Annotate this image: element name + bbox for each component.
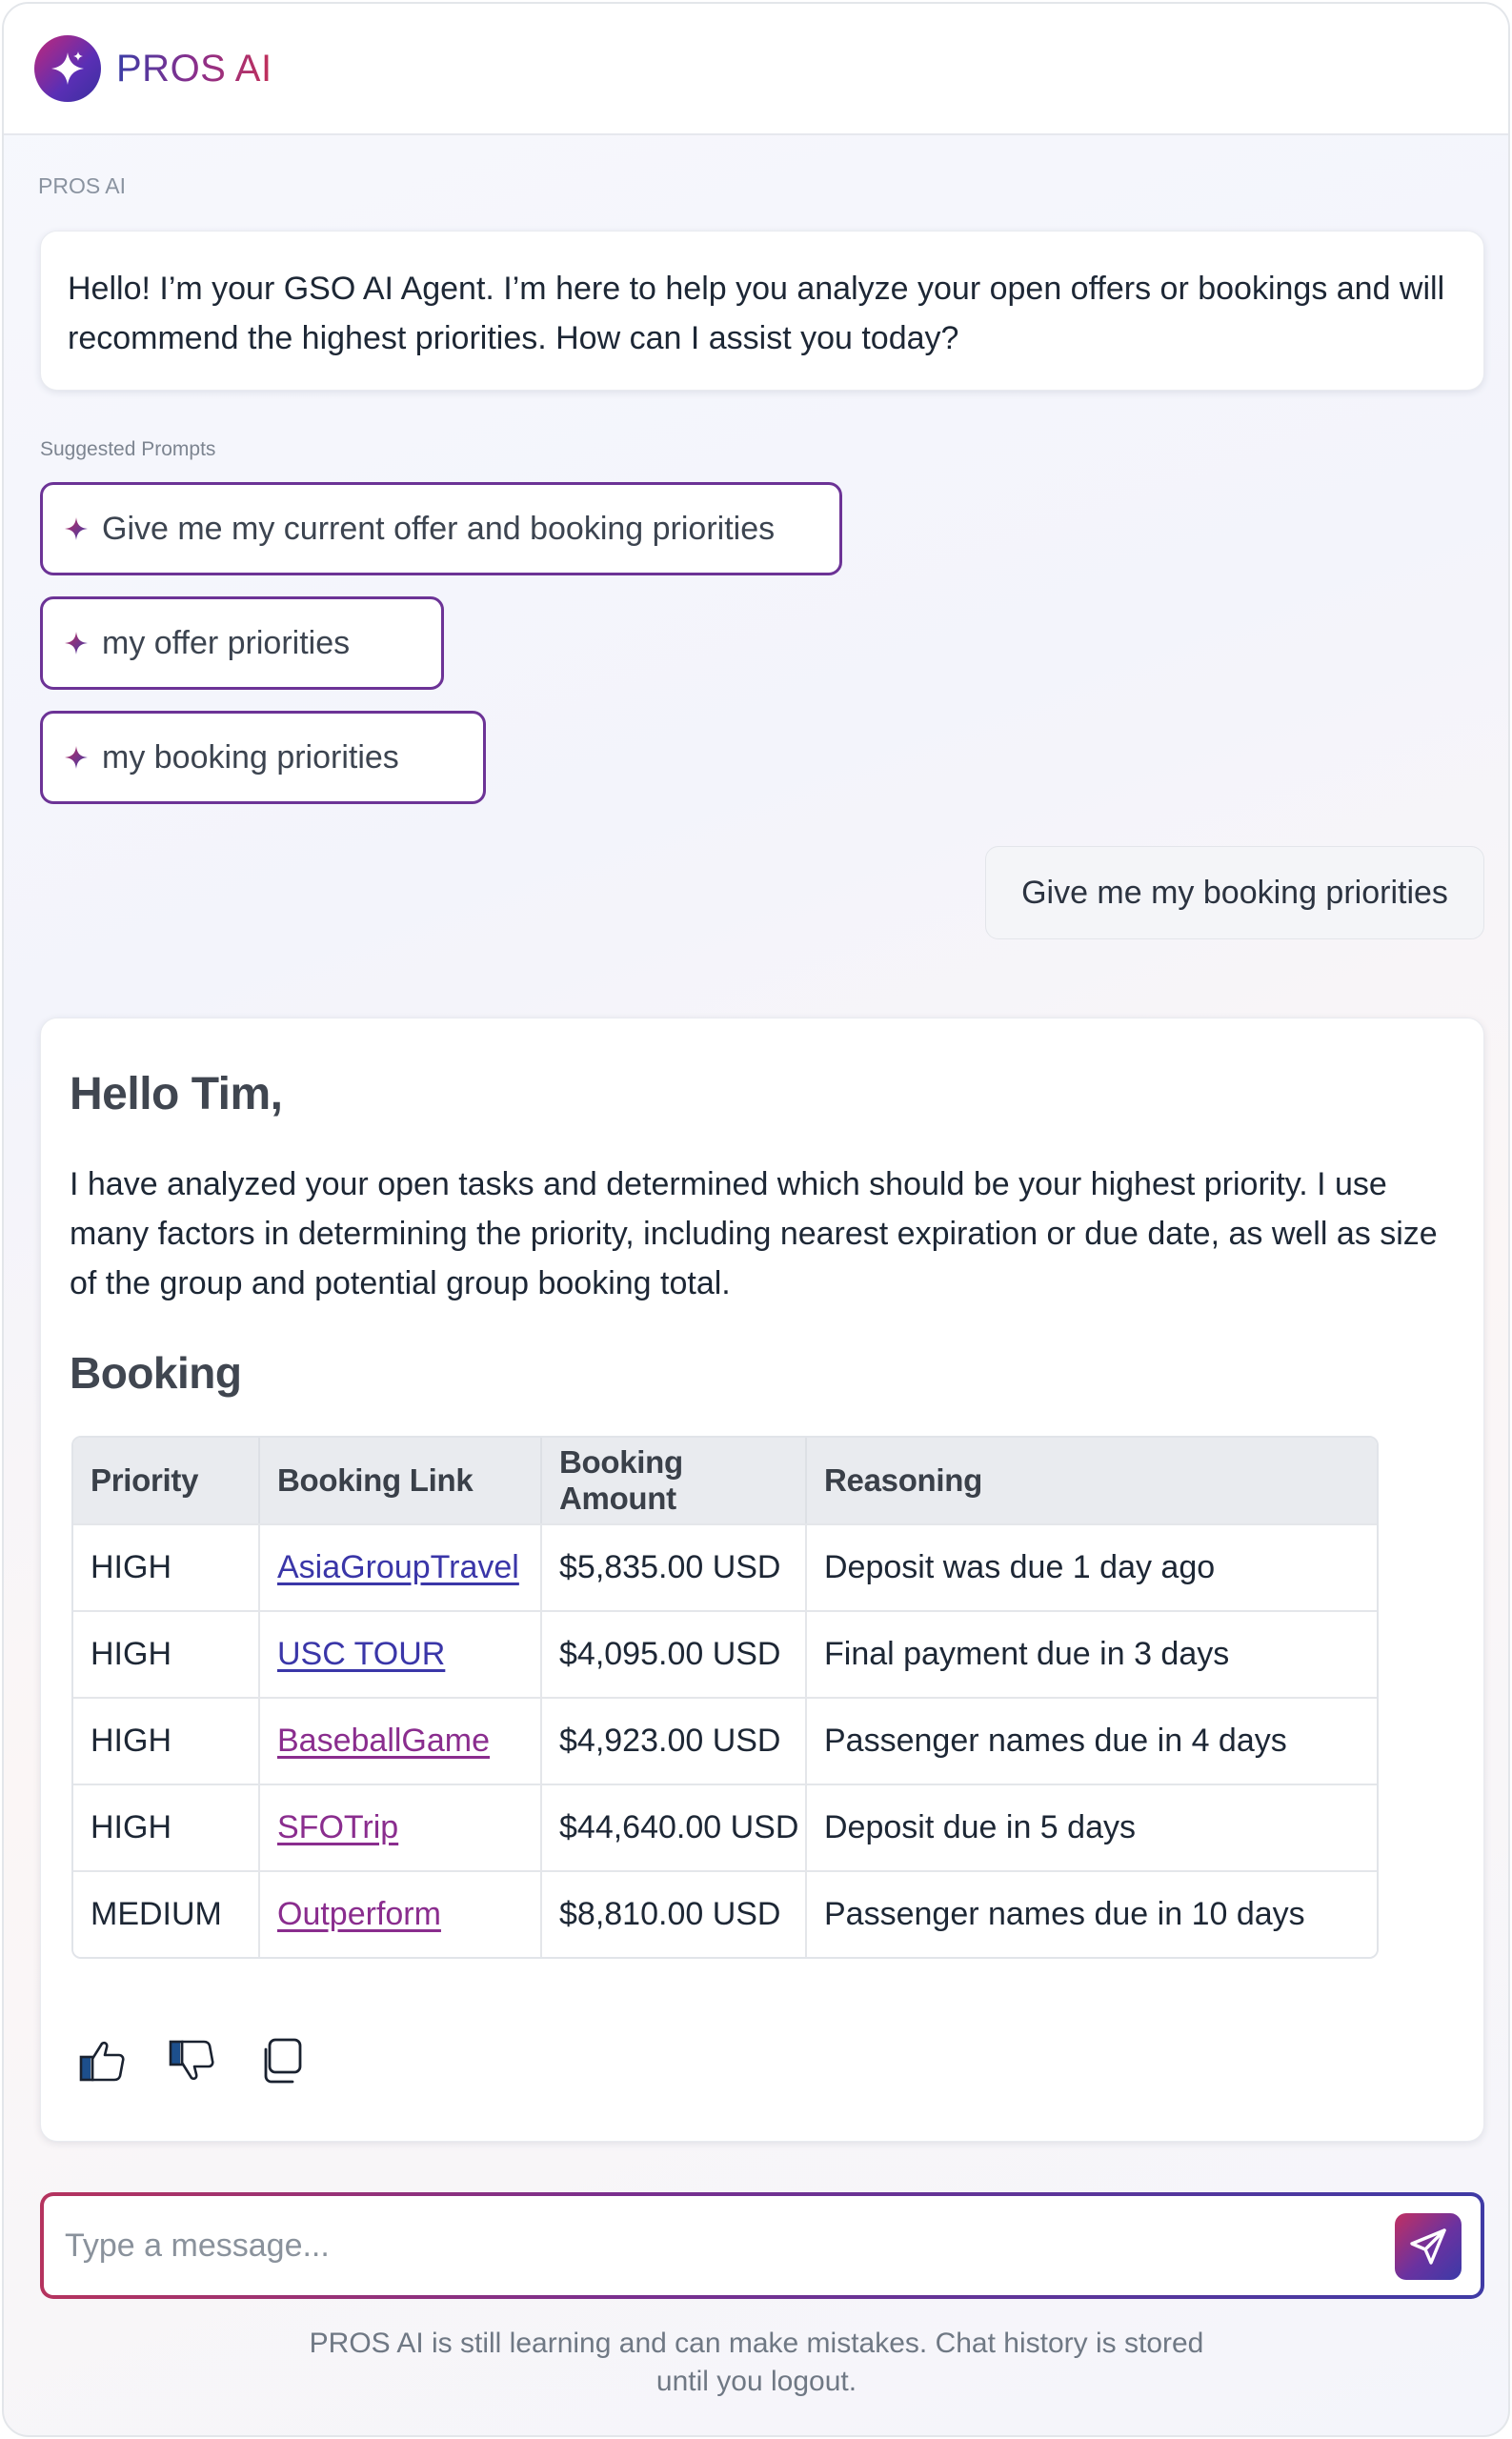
assistant-greeting-message (40, 231, 1484, 391)
message-input[interactable] (65, 2227, 1380, 2265)
amount-cell: $4,923.00 USD (542, 1697, 807, 1784)
booking-link[interactable]: AsiaGroupTravel (277, 1549, 519, 1585)
amount-cell: $5,835.00 USD (542, 1523, 807, 1610)
response-body-text: I have analyzed your open tasks and determined which should be your highest priority. I use many factors in determining the priority, including nearest expiration or due date, as well as size of the group and potential group booking total. (70, 1166, 1438, 1301)
table-row (73, 1610, 1377, 1697)
disclaimer-text: PROS AI is still learning and can make mistakes. Chat history is stored until you logout. (309, 2328, 1204, 2397)
send-icon (1408, 2227, 1448, 2267)
table-row (73, 1697, 1377, 1784)
priority-cell: HIGH (73, 1523, 260, 1610)
priority-cell: HIGH (73, 1784, 260, 1870)
suggested-prompt-button[interactable] (40, 482, 842, 575)
suggested-prompt-button[interactable] (40, 711, 486, 804)
booking-link[interactable]: Outperform (277, 1896, 441, 1932)
sparkle-icon (64, 516, 89, 541)
prompt-label: Give me my current offer and booking priorities (102, 510, 776, 547)
table-row (73, 1784, 1377, 1870)
suggested-prompt-button[interactable] (40, 596, 444, 690)
booking-link[interactable]: BaseballGame (277, 1723, 491, 1759)
sender-label: PROS AI (38, 173, 127, 198)
table-header-row (73, 1438, 1377, 1523)
reasoning-cell: Deposit was due 1 day ago (807, 1523, 1377, 1610)
prompt-label: my booking priorities (102, 738, 399, 776)
priority-cell: HIGH (73, 1697, 260, 1784)
table-row (73, 1523, 1377, 1610)
priority-cell: MEDIUM (73, 1870, 260, 1957)
table-row (73, 1870, 1377, 1957)
user-message: Give me my booking priorities (985, 846, 1484, 939)
column-header-booking-link: Booking Link (260, 1438, 542, 1523)
reasoning-cell: Final payment due in 3 days (807, 1610, 1377, 1697)
prompt-label: my offer priorities (102, 624, 351, 661)
booking-priorities-table (71, 1436, 1379, 1959)
app-header (4, 4, 1508, 135)
sparkle-icon (64, 745, 89, 770)
suggested-prompts-label: Suggested Prompts (40, 438, 216, 460)
booking-section-heading: Booking (70, 1348, 242, 1398)
send-button[interactable] (1395, 2213, 1462, 2280)
amount-cell: $44,640.00 USD (542, 1784, 807, 1870)
booking-link[interactable]: USC TOUR (277, 1636, 446, 1672)
sparkle-icon (64, 631, 89, 655)
column-header-booking-amount: Booking Amount (542, 1438, 807, 1523)
amount-cell: $4,095.00 USD (542, 1610, 807, 1697)
thumbs-down-icon[interactable] (167, 2036, 216, 2086)
sparkle-logo-icon (34, 35, 101, 102)
thumbs-up-icon[interactable] (77, 2036, 127, 2086)
assistant-response-message (40, 1018, 1484, 2142)
reasoning-cell: Deposit due in 5 days (807, 1784, 1377, 1870)
response-heading: Hello Tim, (70, 1069, 283, 1119)
column-header-priority: Priority (73, 1438, 260, 1523)
amount-cell: $8,810.00 USD (542, 1870, 807, 1957)
booking-link[interactable]: SFOTrip (277, 1809, 399, 1845)
reasoning-cell: Passenger names due in 4 days (807, 1697, 1377, 1784)
app-window (2, 2, 1510, 2437)
feedback-actions (77, 2036, 306, 2086)
column-header-reasoning: Reasoning (807, 1438, 1377, 1523)
copy-icon[interactable] (256, 2036, 306, 2086)
reasoning-cell: Passenger names due in 10 days (807, 1870, 1377, 1957)
priority-cell: HIGH (73, 1610, 260, 1697)
greeting-text: Hello! I’m your GSO AI Agent. I’m here to help you analyze your open offers or bookings and will recommend the highest priorities. How can I assist you today? (68, 271, 1445, 356)
app-title: PROS AI (116, 47, 272, 90)
message-composer (40, 2192, 1484, 2299)
